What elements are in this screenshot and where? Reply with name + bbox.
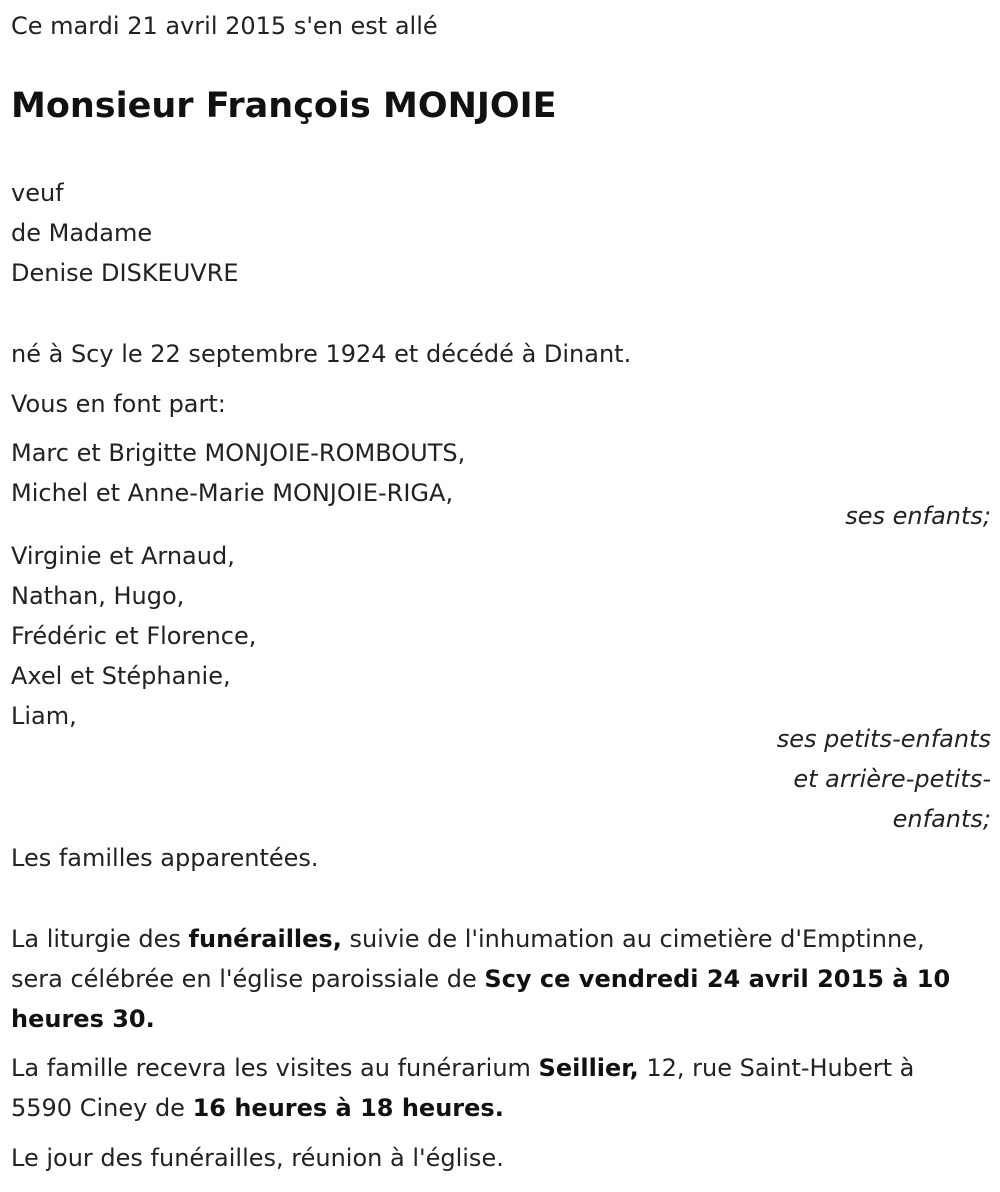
intro-text: Ce mardi 21 avril 2015 s'en est allé bbox=[11, 12, 438, 40]
deceased-name: Monsieur François MONJOIE bbox=[11, 86, 557, 126]
grandchildren-label-line: et arrière-petits- bbox=[793, 765, 991, 793]
meeting-text: Le jour des funérailles, réunion à l'église. bbox=[11, 1144, 504, 1172]
funeral-date: Scy ce vendredi 24 avril 2015 à 10 heures 30. bbox=[11, 965, 951, 1033]
grandchildren-label bbox=[11, 719, 991, 839]
funeral-home-name: Seillier, bbox=[538, 1054, 639, 1082]
birth-death-text: né à Scy le 22 septembre 1924 et décédé à Dinant. bbox=[11, 340, 632, 368]
grandchild-line: Frédéric et Florence, bbox=[11, 622, 257, 650]
funeral-bold: funérailles, bbox=[188, 925, 342, 953]
widow-line: de Madame bbox=[11, 219, 153, 247]
widow-line: Denise DISKEUVRE bbox=[11, 259, 239, 287]
funeral-text: La liturgie des bbox=[11, 925, 189, 953]
child-line: Michel et Anne-Marie MONJOIE-RIGA, bbox=[11, 479, 454, 507]
grandchildren-label-line: enfants; bbox=[892, 805, 991, 833]
visits-paragraph bbox=[11, 1048, 981, 1128]
grandchild-line: Nathan, Hugo, bbox=[11, 582, 185, 610]
families-text: Les familles apparentées. bbox=[11, 844, 319, 872]
grandchild-line: Virginie et Arnaud, bbox=[11, 542, 235, 570]
widow-line: veuf bbox=[11, 179, 64, 207]
announce-text: Vous en font part: bbox=[11, 390, 226, 418]
grandchildren-block bbox=[11, 536, 991, 736]
grandchildren-label-line: ses petits-enfants bbox=[776, 725, 991, 753]
child-line: Marc et Brigitte MONJOIE-ROMBOUTS, bbox=[11, 439, 466, 467]
funeral-paragraph bbox=[11, 919, 981, 1039]
funeral-text: suivie de l'inhumation au cimetière d'Emptinne, sera célébrée en l'église paroissiale de bbox=[11, 925, 925, 993]
widow-block bbox=[11, 173, 239, 293]
grandchild-line: Axel et Stéphanie, bbox=[11, 662, 231, 690]
children-label: ses enfants; bbox=[845, 502, 991, 530]
visits-text: La famille recevra les visites au funérarium bbox=[11, 1054, 539, 1082]
grandchild-line: Liam, bbox=[11, 702, 77, 730]
visits-text: 12, rue Saint-Hubert à 5590 Ciney de bbox=[11, 1054, 915, 1122]
visits-hours: 16 heures à 18 heures. bbox=[192, 1094, 504, 1122]
